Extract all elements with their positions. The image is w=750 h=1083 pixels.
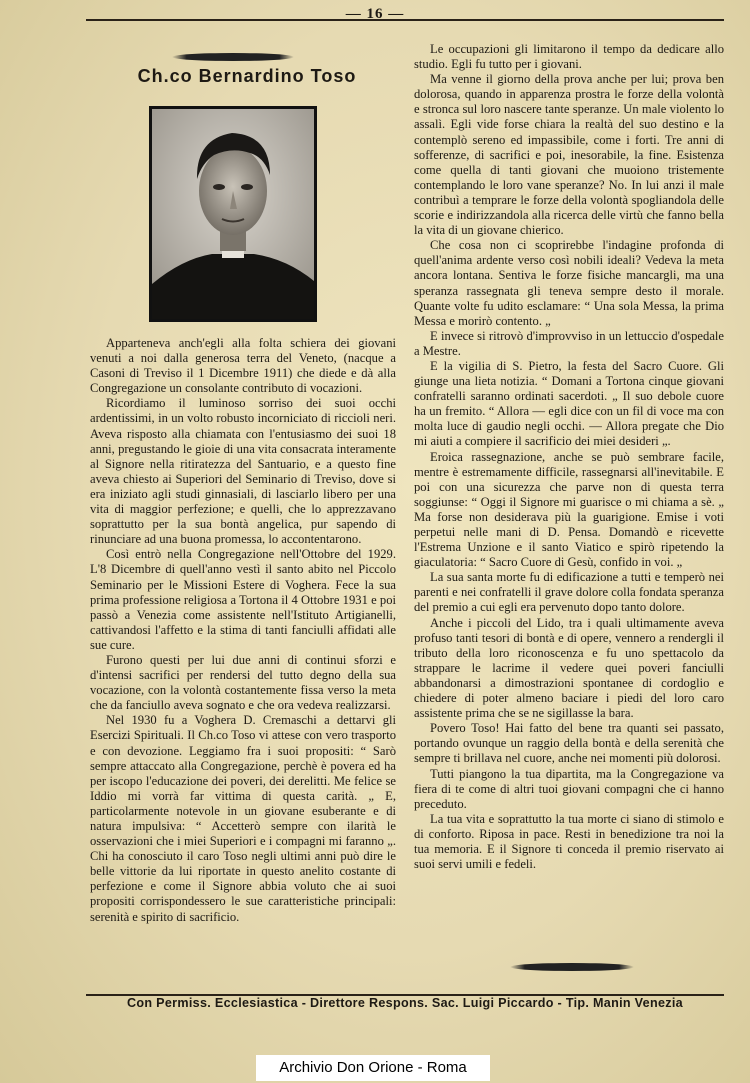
archive-watermark-label: Archivio Don Orione - Roma <box>256 1055 490 1081</box>
article-paragraph: Povero Toso! Hai fatto del bene tra quanti sei passato, portando ovunque un raggio della bontà e della serenità che sempre ti brillava nel cuore, anche nei momenti più dolorosi. <box>414 721 724 766</box>
article-paragraph: Eroica rassegnazione, anche se può sembrare facile, mentre è estremamente difficile, rassegnarsi all'inevitabile. E poi con una sicurezza che parve non di questa terra soggiunse: “ Oggi il Signore mi guarisce o mi chiama a sè. „ Ma forse non desiderava più la guarigione. Emise i voti perpetui nelle mani di D. Pensa. Domandò e ricevette l'Estrema Unzione e il santo Viatico e spirò ripetendo la giaculatoria: “ Sacro Cuore di Gesù, confido in voi. „ <box>414 449 724 570</box>
article-paragraph: E la vigilia di S. Pietro, la festa del Sacro Cuore. Gli giunge una lieta notizia. “ Domani a Tortona cinque giovani confratelli saranno ordinati sacerdoti. „ Il suo debole cuore ha un fremito. “ Allora — egli dice con un fil di voce ma con molta luce di gaudio negli occhi. — Allora pregate che Dio mi aiuti a compiere il sacrificio dei miei desideri „. <box>414 358 724 449</box>
article-paragraph: Nel 1930 fu a Voghera D. Cremaschi a dettarvi gli Esercizi Spirituali. Il Ch.co Toso vi attese con vero trasporto e con devozione. Leggiamo fra i suoi propositi: “ Sarò sempre attaccato alla Congregazione, perchè è povera ed ha per iscopo l'educazione dei poveri, dei derelitti. Me felice se Iddio mi vorrà far vittima di questa carità. „ E, particolarmente notevole in un giovane esuberante e di natura impulsiva: “ Accetterò sempre con ilarità le osservazioni che i miei Superiori e i compagni mi faranno „. Chi ha conosciuto il caro Toso negli ultimi anni può dire le belle vittorie da lui riportate in questo anelito costante di perfezione e come il Signore abbia voluto che ai suoi propositi corrispondessero le sue caratteristiche principali: serenità e spirito di sacrificio. <box>90 713 396 924</box>
article-right-column <box>414 42 724 872</box>
article-paragraph: Le occupazioni gli limitarono il tempo da dedicare allo studio. Egli fu tutto per i giovani. <box>414 42 724 72</box>
page-number: — 16 — <box>345 6 405 22</box>
article-paragraph: Che cosa non ci scoprirebbe l'indagine profonda di quell'anima ardente verso così nobili ideali? Vedeva la meta ancora lontana. Sentiva le forze fisiche mancargli, ma una speranza rassegnata gli teneva sempre desto il morale. Quante volte fu udito esclamare: “ Una sola Messa, la prima Messa e morirò contento. „ <box>414 238 724 328</box>
article-paragraph: La tua vita e soprattutto la tua morte ci siano di stimolo e di conforto. Riposa in pace. Resti in benedizione tra noi la tua memoria. E il Signore ti conceda il premio riservato ai suoi servi umili e fedeli. <box>414 811 724 872</box>
end-ornament <box>510 963 634 971</box>
portrait-image <box>152 109 314 319</box>
article-paragraph: Così entrò nella Congregazione nell'Ottobre del 1929. L'8 Dicembre di quell'anno vestì il santo abito nel Piccolo Seminario per le Missioni Estere di Voghera. Fece la sua prima professione religiosa a Tortona il 4 Ottobre 1931 e poi passò a Venezia come assistente nell'Istituto Artigianelli, cattivandosi l'affetto e la stima di tanti fanciulli affidati alle sue cure. <box>90 547 396 652</box>
article-paragraph: Ricordiamo il luminoso sorriso dei suoi occhi ardentissimi, in un volto robusto incorniciato di riccioli neri. Aveva risposto alla chiamata con l'entusiasmo dei suoi 18 anni, pregustando le gioie di una vita consacrata interamente al Signore nella ritiratezza del Santuario, e a questo fine aveva chiesto ai Superiori del Seminario di Treviso, dove si era iniziato agli studi ginnasiali, di lasciarlo libero per una vita di maggior perfezione; e quelli, che lo apprezzavano soprattutto per la sua bontà angelica, pur sapendo di rinunciare ad una buona promessa, lo accontentarono. <box>90 396 396 547</box>
article-left-column <box>90 336 396 925</box>
title-ornament <box>172 53 294 61</box>
portrait-photo <box>149 106 317 322</box>
imprint-footer: Con Permiss. Ecclesiastica - Direttore Respons. Sac. Luigi Piccardo - Tip. Manin Venezia <box>127 996 683 1010</box>
article-paragraph: Apparteneva anch'egli alla folta schiera dei giovani venuti a noi dalla generosa terra del Veneto, (nacque a Casoni di Treviso il 1 Dicembre 1911) che diede e dà alla Congregazione un consolante contributo di vocazioni. <box>90 336 396 396</box>
article-paragraph: Anche i piccoli del Lido, tra i quali ultimamente aveva profuso tanti tesori di bontà e di opere, vennero a rendergli il tributo della loro riconoscenza e fu uno spettacolo da strappare le lacrime il vedere quei poveri fanciulli abbandonarsi a dimostrazioni spontanee di cordoglio e chiedere di poter almeno baciare i piedi del loro caro assistente prima che se ne sigillasse la bara. <box>414 615 724 721</box>
header-rule <box>86 19 724 21</box>
article-paragraph: Ma venne il giorno della prova anche per lui; prova ben dolorosa, quando in apparenza prostra le forze della volontà e stronca sul loro nascere tante speranze. Un male violento lo assalì. Egli vide forse chiara la realtà del suo destino e la contemplò sereno ed impassibile, come i forti. Tre anni di sofferenze, di sacrifici e poi, inesorabile, la fine. Esistenza come quella di tanti giovani che muoiono tristemente contemplando le loro vane speranze? No. In lui anzi il male contribuì a temprare le forze della volontà spogliandola delle scorie e indirizzandola alla ricerca delle virtù che fanno bella la vita di un giovane chierico. <box>414 72 724 238</box>
article-title: Ch.co Bernardino Toso <box>137 66 357 86</box>
article-paragraph: La sua santa morte fu di edificazione a tutti e temperò nei parenti e nei confratelli il grave dolore colla fondata speranza del premio a cui egli era pervenuto dopo tanto dolore. <box>414 570 724 615</box>
article-paragraph: Tutti piangono la tua dipartita, ma la Congregazione va fiera di te come di altri tuoi giovani compagni che ci hanno preceduto. <box>414 766 724 811</box>
article-paragraph: E invece si ritrovò d'improvviso in un lettuccio d'ospedale a Mestre. <box>414 328 724 358</box>
article-paragraph: Furono questi per lui due anni di continui sforzi e d'intensi sacrifici per rendersi del tutto degno della sua vocazione, con la volontà costantemente fissa verso la meta che da fanciullo aveva sognato e che ora vedeva realizzarsi. <box>90 652 396 713</box>
